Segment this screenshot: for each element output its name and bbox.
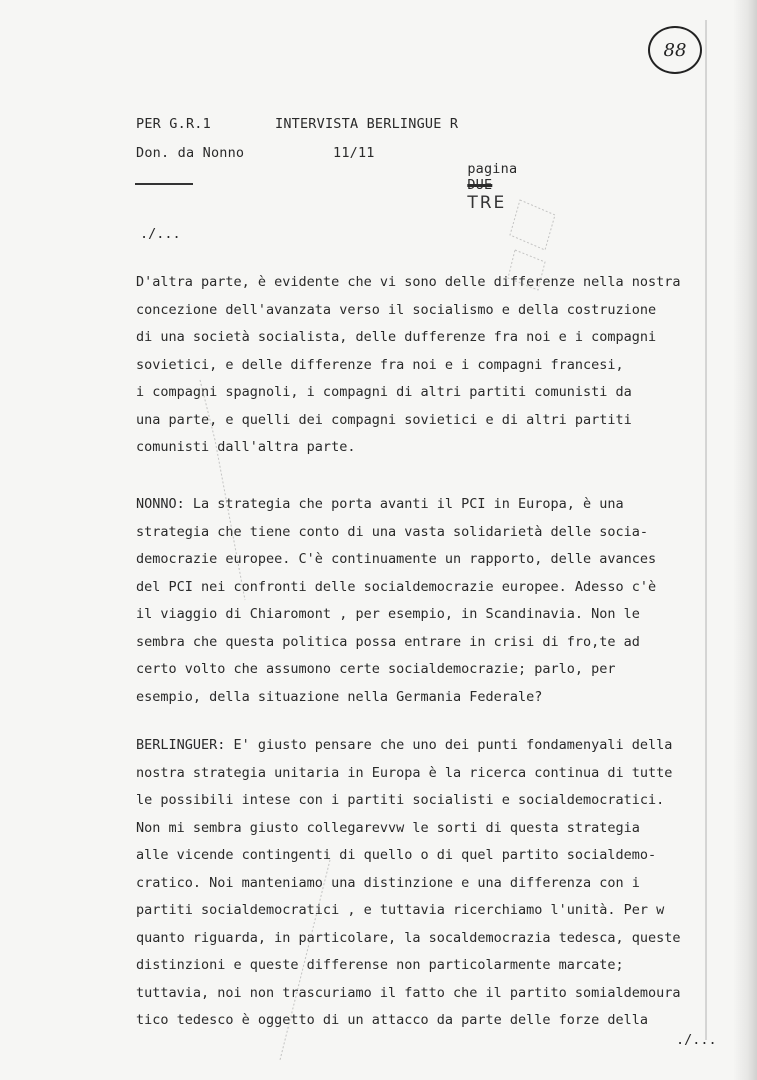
text-line: del PCI nei confronti delle socialdemocrazie europee. Adesso c'è — [136, 578, 657, 595]
text-line: comunisti dall'altra parte. — [136, 439, 356, 455]
continuation-end: ./... — [676, 1032, 717, 1048]
page-edge-shadow — [733, 0, 757, 1080]
header-page — [434, 145, 517, 229]
text-line: tico tedesco è oggetto di un attacco da parte delle forze della — [136, 1012, 649, 1028]
text-line: concezione dell'avanzata verso il socialismo e della costruzione — [136, 301, 657, 318]
text-line: democrazie europee. C'è continuamente un rapporto, delle avances — [136, 551, 657, 567]
page-handwritten: TRE — [467, 193, 507, 213]
text-line: distinzioni e queste differense non particolarmente marcate; — [136, 957, 624, 973]
text-line: Non mi sembra giusto collegarevvw le sorti di questa strategia — [136, 819, 640, 836]
header-program: PER G.R.1 — [136, 116, 211, 132]
text-line: BERLINGUER: E' giusto pensare che uno dei punti fondamenyali della — [136, 737, 673, 753]
text-line: cratico. Noi manteniamo una distinzione e una differenza con i — [136, 874, 640, 891]
stamp-number: 88 — [663, 39, 687, 61]
text-line: tuttavia, noi non trascuriamo il fatto che il partito somialdemoura — [136, 984, 681, 1001]
text-line: una parte, e quelli dei compagni sovietici e di altri partiti — [136, 411, 632, 428]
header-divider — [135, 183, 193, 185]
text-line: partiti socialdemocratici , e tuttavia ricerchiamo l'unità. Per w — [136, 902, 665, 918]
text-line: esempio, della situazione nella Germania Federale? — [136, 688, 543, 705]
page-label: pagina — [467, 161, 518, 177]
text-line: sovietici, e delle differenze fra noi e i compagni francesi, — [136, 356, 624, 373]
text-line: di una società socialista, delle dufferenze fra noi e i compagni — [136, 329, 657, 345]
text-line: le possibili intese con i partiti socialisti e socialdemocratici. — [136, 792, 665, 808]
text-line: i compagni spagnoli, i compagni di altri partiti comunisti da — [136, 384, 632, 400]
header-date: 11/11 — [333, 145, 375, 161]
text-line: il viaggio di Chiaromont , per esempio, in Scandinavia. Non le — [136, 606, 640, 622]
page-struck-out: DUE — [467, 177, 493, 193]
text-line: sembra che questa politica possa entrare in crisi di fro,te ad — [136, 633, 640, 650]
text-line: NONNO: La strategia che porta avanti il PCI in Europa, è una — [136, 496, 624, 512]
text-line: strategia che tiene conto di una vasta solidarietà delle socia- — [136, 523, 649, 540]
text-line: quanto riguarda, in particolare, la socaldemocrazia tedesca, queste — [136, 929, 681, 946]
continuation-start: ./... — [140, 226, 181, 242]
text-line: D'altra parte, è evidente che vi sono delle differenze nella nostra — [136, 274, 681, 290]
header-author: Don. da Nonno — [136, 145, 245, 161]
page-number-stamp — [648, 26, 702, 74]
header-title: INTERVISTA BERLINGUE R — [275, 116, 459, 132]
text-line: alle vicende contingenti di quello o di quel partito socialdemo- — [136, 847, 657, 863]
text-line: nostra strategia unitaria in Europa è la ricerca continua di tutte — [136, 764, 673, 781]
text-line: certo volto che assumono certe socialdemocrazie; parlo, per — [136, 661, 616, 677]
